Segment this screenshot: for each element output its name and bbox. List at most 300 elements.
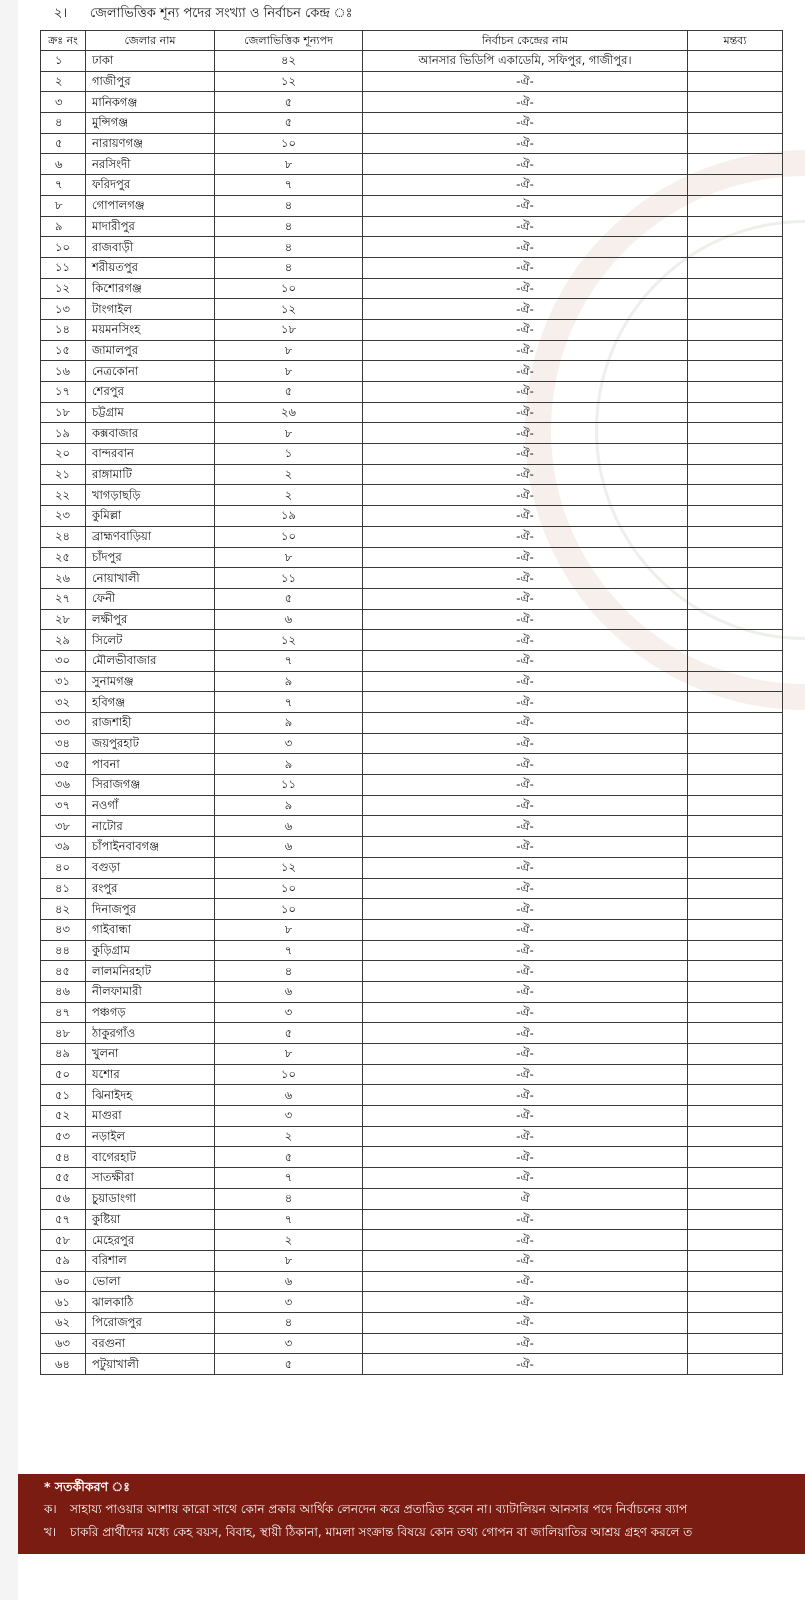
serial-cell: ১৯ [41,423,86,444]
table-row [41,919,783,940]
table-row [41,1209,783,1230]
district-cell: গাজীপুর [86,71,215,92]
exam-center-cell: -ঐ- [363,1271,688,1292]
warning-title: * সতর্কীকরণ ঃ [44,1479,130,1494]
exam-center-cell: -ঐ- [363,795,688,816]
vacancy-count-cell: ৭ [215,650,363,671]
vacancy-count-cell: ১০ [215,278,363,299]
remarks-cell [688,526,783,547]
district-cell: ফরিদপুর [86,175,215,196]
district-cell: মাদারীপুর [86,216,215,237]
exam-center-cell: -ঐ- [363,754,688,775]
remarks-cell [688,340,783,361]
table-row [41,71,783,92]
serial-cell: ৪ [41,113,86,134]
table-row [41,671,783,692]
serial-cell: ৩২ [41,692,86,713]
serial-cell: ৩৭ [41,795,86,816]
table-row [41,382,783,403]
table-row [41,733,783,754]
vacancy-count-cell: ৪ [215,1312,363,1333]
vacancy-count-cell: ২৬ [215,402,363,423]
remarks-cell [688,940,783,961]
serial-cell: ৬৪ [41,1354,86,1375]
serial-cell: ৪৪ [41,940,86,961]
table-row [41,1147,783,1168]
exam-center-cell: -ঐ- [363,485,688,506]
remarks-cell [688,402,783,423]
warning-item [44,1524,692,1544]
district-cell: পিরোজপুর [86,1312,215,1333]
table-row [41,961,783,982]
table-row [41,1023,783,1044]
vacancy-count-cell: ৭ [215,1209,363,1230]
serial-cell: ৬৩ [41,1333,86,1354]
vacancy-count-cell: ১১ [215,775,363,796]
table-row [41,1044,783,1065]
table-row [41,1168,783,1189]
exam-center-cell: -ঐ- [363,1250,688,1271]
vacancy-count-cell: ১২ [215,857,363,878]
serial-cell: ৫৮ [41,1230,86,1251]
table-row [41,299,783,320]
district-cell: সাতক্ষীরা [86,1168,215,1189]
remarks-cell [688,1064,783,1085]
vacancy-count-cell: ১০ [215,1064,363,1085]
table-row [41,402,783,423]
remarks-cell [688,837,783,858]
serial-cell: ৪৮ [41,1023,86,1044]
serial-cell: ৮ [41,195,86,216]
serial-cell: ৬২ [41,1312,86,1333]
district-cell: হবিগঞ্জ [86,692,215,713]
remarks-cell [688,1271,783,1292]
district-cell: বরগুনা [86,1333,215,1354]
serial-cell: ১৮ [41,402,86,423]
exam-center-cell: -ঐ- [363,733,688,754]
exam-center-cell: -ঐ- [363,506,688,527]
table-body [41,51,783,1375]
district-cell: চট্টগ্রাম [86,402,215,423]
serial-cell: ৫ [41,133,86,154]
col-serial-header: ক্রঃ নং [41,31,86,51]
serial-cell: ৪৭ [41,1002,86,1023]
remarks-cell [688,1230,783,1251]
table-row [41,506,783,527]
remarks-cell [688,981,783,1002]
serial-cell: ২২ [41,485,86,506]
table-row [41,1312,783,1333]
vacancy-count-cell: ৩ [215,1002,363,1023]
vacancy-count-cell: ১২ [215,630,363,651]
table-row [41,423,783,444]
serial-cell: ২০ [41,444,86,465]
exam-center-cell: -ঐ- [363,1333,688,1354]
district-cell: খাগড়াছড়ি [86,485,215,506]
district-cell: কুড়িগ্রাম [86,940,215,961]
exam-center-cell: -ঐ- [363,1168,688,1189]
district-cell: নারায়ণগঞ্জ [86,133,215,154]
district-cell: মেহেরপুর [86,1230,215,1251]
table-row [41,175,783,196]
table-row [41,837,783,858]
district-cell: মাগুরা [86,1106,215,1127]
remarks-cell [688,857,783,878]
district-cell: কক্সবাজার [86,423,215,444]
table-header-row [41,31,783,51]
vacancy-count-cell: ৭ [215,1168,363,1189]
remarks-cell [688,92,783,113]
vacancy-count-cell: ১ [215,444,363,465]
serial-cell: ২৪ [41,526,86,547]
district-cell: সিলেট [86,630,215,651]
vacancy-count-cell: ৭ [215,692,363,713]
exam-center-cell: -ঐ- [363,133,688,154]
exam-center-cell: -ঐ- [363,1126,688,1147]
exam-center-cell: -ঐ- [363,1312,688,1333]
vacancy-count-cell: ৪ [215,257,363,278]
serial-cell: ১ [41,51,86,72]
vacancy-count-cell: ২ [215,464,363,485]
remarks-cell [688,568,783,589]
district-cell: বাগেরহাট [86,1147,215,1168]
remarks-cell [688,1209,783,1230]
district-cell: ভোলা [86,1271,215,1292]
district-cell: চাঁপাইনবাবগঞ্জ [86,837,215,858]
table-row [41,340,783,361]
exam-center-cell: -ঐ- [363,423,688,444]
remarks-cell [688,692,783,713]
serial-cell: ১৫ [41,340,86,361]
serial-cell: ২৮ [41,609,86,630]
district-cell: কুষ্টিয়া [86,1209,215,1230]
exam-center-cell: -ঐ- [363,671,688,692]
section-heading [54,4,353,25]
serial-cell: ৪০ [41,857,86,878]
vacancy-count-cell: ৪ [215,961,363,982]
exam-center-cell: -ঐ- [363,775,688,796]
vacancy-count-cell: ৫ [215,92,363,113]
vacancy-count-cell: ৪ [215,195,363,216]
table-row [41,216,783,237]
exam-center-cell: -ঐ- [363,257,688,278]
exam-center-cell: -ঐ- [363,816,688,837]
remarks-cell [688,1023,783,1044]
warning-box [18,1474,805,1554]
remarks-cell [688,1333,783,1354]
exam-center-cell: -ঐ- [363,299,688,320]
vacancy-count-cell: ৫ [215,382,363,403]
exam-center-cell: -ঐ- [363,981,688,1002]
serial-cell: ৩৪ [41,733,86,754]
vacancy-count-cell: ৬ [215,1085,363,1106]
district-cell: শরীয়তপুর [86,257,215,278]
serial-cell: ২৯ [41,630,86,651]
remarks-cell [688,919,783,940]
district-cell: রাঙ্গামাটি [86,464,215,485]
remarks-cell [688,423,783,444]
remarks-cell [688,464,783,485]
exam-center-cell: -ঐ- [363,1230,688,1251]
district-cell: রাজবাড়ী [86,237,215,258]
table-row [41,775,783,796]
serial-cell: ৪৫ [41,961,86,982]
col-center-header: নির্বাচন কেন্দ্রের নাম [363,31,688,51]
district-cell: ঝিনাইদহ [86,1085,215,1106]
remarks-cell [688,1354,783,1375]
table-row [41,113,783,134]
remarks-cell [688,1168,783,1189]
vacancy-count-cell: ৭ [215,175,363,196]
district-cell: পটুয়াখালী [86,1354,215,1375]
table-row [41,257,783,278]
serial-cell: ৩০ [41,650,86,671]
table-row [41,940,783,961]
exam-center-cell: -ঐ- [363,899,688,920]
vacancy-count-cell: ৯ [215,754,363,775]
exam-center-cell: -ঐ- [363,961,688,982]
serial-cell: ৫৩ [41,1126,86,1147]
exam-center-cell: -ঐ- [363,278,688,299]
district-cell: মুন্সিগঞ্জ [86,113,215,134]
table-row [41,526,783,547]
table-row [41,485,783,506]
remarks-cell [688,961,783,982]
vacancy-count-cell: ৫ [215,1023,363,1044]
vacancy-count-cell: ৩ [215,1106,363,1127]
vacancy-count-cell: ৮ [215,340,363,361]
exam-center-cell: -ঐ- [363,609,688,630]
vacancy-count-cell: ১১ [215,568,363,589]
exam-center-cell: -ঐ- [363,650,688,671]
district-cell: ঝালকাঠি [86,1292,215,1313]
remarks-cell [688,588,783,609]
serial-cell: ৩ [41,92,86,113]
exam-center-cell: -ঐ- [363,568,688,589]
remarks-cell [688,775,783,796]
remarks-cell [688,319,783,340]
remarks-cell [688,1292,783,1313]
exam-center-cell: -ঐ- [363,547,688,568]
table-row [41,361,783,382]
vacancy-count-cell: ৮ [215,1250,363,1271]
remarks-cell [688,1188,783,1209]
table-row [41,464,783,485]
remarks-cell [688,609,783,630]
vacancy-count-cell: ৬ [215,816,363,837]
serial-cell: ৫৪ [41,1147,86,1168]
exam-center-cell: -ঐ- [363,1354,688,1375]
vacancy-count-cell: ৬ [215,609,363,630]
vacancy-count-cell: ৪ [215,1188,363,1209]
remarks-cell [688,1250,783,1271]
exam-center-cell: -ঐ- [363,857,688,878]
remarks-cell [688,154,783,175]
exam-center-cell: -ঐ- [363,113,688,134]
vacancy-count-cell: ৩ [215,733,363,754]
exam-center-cell: -ঐ- [363,713,688,734]
table-row [41,1064,783,1085]
remarks-cell [688,1044,783,1065]
table-row [41,650,783,671]
exam-center-cell: -ঐ- [363,175,688,196]
district-cell: যশোর [86,1064,215,1085]
remarks-cell [688,650,783,671]
vacancy-count-cell: ৩ [215,1333,363,1354]
vacancy-count-cell: ১২ [215,299,363,320]
vacancy-count-cell: ১০ [215,133,363,154]
serial-cell: ২৫ [41,547,86,568]
exam-center-cell: -ঐ- [363,1292,688,1313]
exam-center-cell: -ঐ- [363,402,688,423]
remarks-cell [688,816,783,837]
district-cell: মানিকগঞ্জ [86,92,215,113]
vacancy-count-cell: ৮ [215,547,363,568]
serial-cell: ১২ [41,278,86,299]
table-row [41,795,783,816]
vacancy-count-cell: ৯ [215,671,363,692]
serial-cell: ৩৫ [41,754,86,775]
district-cell: ফেনী [86,588,215,609]
table-row [41,278,783,299]
serial-cell: ২৬ [41,568,86,589]
exam-center-cell: -ঐ- [363,319,688,340]
serial-cell: ৪১ [41,878,86,899]
remarks-cell [688,113,783,134]
district-cell: পঞ্চগড় [86,1002,215,1023]
serial-cell: ৫১ [41,1085,86,1106]
warning-item [44,1501,687,1521]
serial-cell: ৪৯ [41,1044,86,1065]
table-row [41,1271,783,1292]
exam-center-cell: -ঐ- [363,154,688,175]
serial-cell: ৯ [41,216,86,237]
table-row [41,51,783,72]
district-cell: শেরপুর [86,382,215,403]
serial-cell: ১১ [41,257,86,278]
district-cell: খুলনা [86,1044,215,1065]
remarks-cell [688,1085,783,1106]
table-row [41,692,783,713]
district-cell: বগুড়া [86,857,215,878]
remarks-cell [688,382,783,403]
remarks-cell [688,547,783,568]
vacancy-count-cell: ৪ [215,216,363,237]
district-cell: কুমিল্লা [86,506,215,527]
exam-center-cell: আনসার ভিডিপি একাডেমি, সফিপুর, গাজীপুর। [363,51,688,72]
vacancy-count-cell: ৮ [215,361,363,382]
exam-center-cell: -ঐ- [363,195,688,216]
district-cell: টাংগাইল [86,299,215,320]
vacancy-count-cell: ৩ [215,1292,363,1313]
exam-center-cell: ঐ [363,1188,688,1209]
serial-cell: ৩৬ [41,775,86,796]
remarks-cell [688,630,783,651]
remarks-cell [688,257,783,278]
remarks-cell [688,278,783,299]
table-row [41,981,783,1002]
vacancy-count-cell: ১০ [215,899,363,920]
table-row [41,1188,783,1209]
vacancy-count-cell: ৫ [215,1147,363,1168]
table-row [41,1354,783,1375]
remarks-cell [688,899,783,920]
exam-center-cell: -ঐ- [363,837,688,858]
exam-center-cell: -ঐ- [363,1106,688,1127]
district-cell: নড়াইল [86,1126,215,1147]
warning-item-key: খ। [44,1525,57,1539]
warning-item-text: সাহায্য পাওয়ার আশায় কারো সাথে কোন প্রকার আর্থিক লেনদেন করে প্রতারিত হবেন না। ব্যাটালিয়ন আনসার পদে নির্বাচনের ব্যাপ [70,1502,688,1516]
table-row [41,1002,783,1023]
district-cell: লক্ষীপুর [86,609,215,630]
serial-cell: ২ [41,71,86,92]
remarks-cell [688,175,783,196]
serial-cell: ৩৯ [41,837,86,858]
remarks-cell [688,1126,783,1147]
vacancy-count-cell: ৬ [215,837,363,858]
exam-center-cell: -ঐ- [363,1147,688,1168]
district-cell: রংপুর [86,878,215,899]
vacancy-count-cell: ১৯ [215,506,363,527]
vacancy-count-cell: ৮ [215,154,363,175]
district-cell: নওগাঁ [86,795,215,816]
remarks-cell [688,133,783,154]
col-remarks-header: মন্তব্য [688,31,783,51]
remarks-cell [688,506,783,527]
table-row [41,1085,783,1106]
warning-item-text: চাকরি প্রার্থীদের মধ্যে কেহ বয়স, বিবাহ, স্থায়ী ঠিকানা, মামলা সংক্রান্ত বিষয়ে কোন তথ্য গোপন বা জালিয়াতির আশ্রয় গ্রহণ করলে ত [70,1525,693,1539]
remarks-cell [688,485,783,506]
table-row [41,92,783,113]
serial-cell: ৫২ [41,1106,86,1127]
remarks-cell [688,237,783,258]
district-cell: ঢাকা [86,51,215,72]
vacancy-count-cell: ৪ [215,237,363,258]
serial-cell: ১৬ [41,361,86,382]
district-cell: গাইবান্ধা [86,919,215,940]
table-row [41,154,783,175]
district-cell: নীলফামারী [86,981,215,1002]
district-cell: গোপালগঞ্জ [86,195,215,216]
remarks-cell [688,216,783,237]
vacancy-count-cell: ১০ [215,878,363,899]
exam-center-cell: -ঐ- [363,444,688,465]
district-cell: ঠাকুরগাঁও [86,1023,215,1044]
section-title: জেলাভিত্তিক শূন্য পদের সংখ্যা ও নির্বাচন কেন্দ্র ঃ [90,6,353,21]
table-row [41,1333,783,1354]
table-row [41,1126,783,1147]
serial-cell: ৫০ [41,1064,86,1085]
table-row [41,319,783,340]
remarks-cell [688,361,783,382]
serial-cell: ২৩ [41,506,86,527]
remarks-cell [688,795,783,816]
exam-center-cell: -ঐ- [363,71,688,92]
exam-center-cell: -ঐ- [363,630,688,651]
serial-cell: ২১ [41,464,86,485]
page-margin-strip [0,0,18,1600]
warning-item-key: ক। [44,1502,57,1516]
vacancy-count-cell: ৮ [215,1044,363,1065]
district-cell: দিনাজপুর [86,899,215,920]
exam-center-cell: -ঐ- [363,1064,688,1085]
exam-center-cell: -ঐ- [363,588,688,609]
table-row [41,878,783,899]
serial-cell: ৬০ [41,1271,86,1292]
remarks-cell [688,878,783,899]
district-cell: সিরাজগঞ্জ [86,775,215,796]
exam-center-cell: -ঐ- [363,216,688,237]
